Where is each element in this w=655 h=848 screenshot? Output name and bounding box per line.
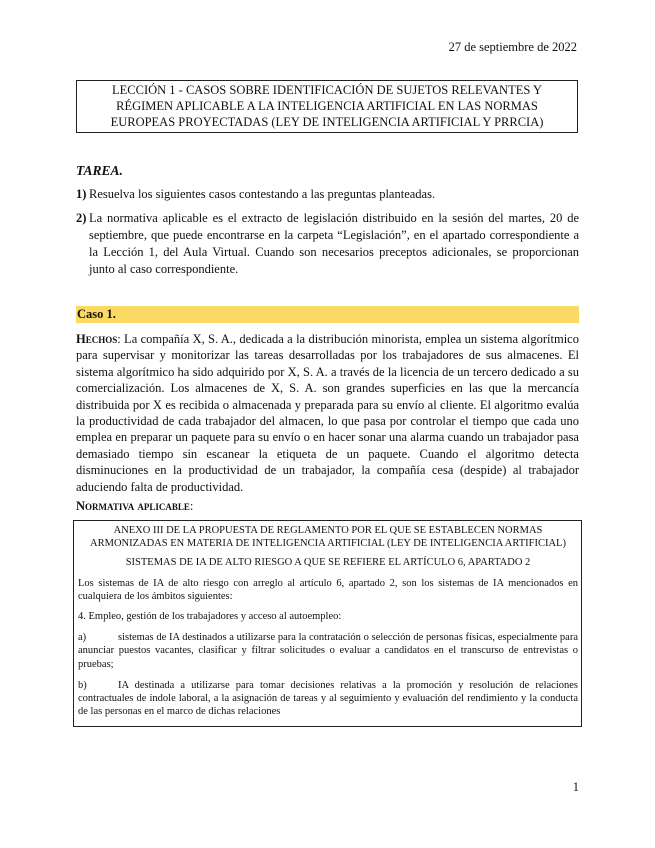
applicable-law-colon: : [189, 499, 194, 513]
task-heading: TAREA. [76, 163, 123, 178]
annex-item-text: sistemas de IA destinados a utilizarse para la contratación o selección de personas físicas, especialmente para anunciar puestos vacantes, clasificar y filtrar solicitudes o evaluar a candidatos en el transcurso de entrevistas o pruebas; [78, 632, 578, 670]
applicable-law-label: Normativa aplicable [76, 499, 190, 513]
task-item-text: Resuelva los siguientes casos contestando a las preguntas planteadas. [89, 187, 436, 201]
task-item-number: 1) [76, 187, 87, 201]
annex-item-b [78, 679, 578, 719]
annex-intro: Los sistemas de IA de alto riesgo con arreglo al artículo 6, apartado 2, son los sistemas de IA mencionados en cualquiera de los ámbitos siguientes: [78, 577, 578, 602]
lesson-title: LECCIÓN 1 - CASOS SOBRE IDENTIFICACIÓN DE SUJETOS RELEVANTES Y RÉGIMEN APLICABLE A LA INTELIGENCIA ARTIFICIAL EN LAS NORMAS EUROPEAS PROYECTADAS (LEY DE INTELIGENCIA ARTIFICIAL Y PRRCIA) [76, 80, 578, 133]
annex-title: ANEXO III DE LA PROPUESTA DE REGLAMENTO POR EL QUE SE ESTABLECEN NORMAS ARMONIZADAS EN MATERIA DE INTELIGENCIA ARTIFICIAL (LEY DE INTELIGENCIA ARTIFICIAL) [90, 525, 566, 550]
facts-label: Hechos [76, 332, 118, 346]
annex-subtitle: SISTEMAS DE IA DE ALTO RIESGO A QUE SE REFIERE EL ARTÍCULO 6, APARTADO 2 [125, 557, 531, 569]
annex-item-label: b) [78, 679, 87, 691]
document-date: 27 de septiembre de 2022 [448, 40, 577, 54]
task-item-2 [76, 210, 579, 278]
annex-section: 4. Empleo, gestión de los trabajadores y acceso al autoempleo: [78, 611, 342, 623]
applicable-law-heading [76, 499, 193, 514]
task-item-text: La normativa aplicable es el extracto de legislación distribuido en la sesión del martes, 20 de septiembre, que puede encontrarse en la carpeta “Legislación”, en el apartado correspondiente a la Lección 1, del Aula Virtual. Cuando son necesarios preceptos adicionales, se proporcionan junto al caso correspondiente. [89, 211, 579, 276]
annex-item-a [78, 631, 578, 671]
annex-item-label: a) [78, 632, 87, 644]
facts-text: : La compañía X, S. A., dedicada a la distribución minorista, emplea un sistema algorítmico para supervisar y monitorizar las tareas desarrolladas por los trabajadores de sus almacenes. El sistema algorítmico ha sido adquirido por X, S. A. a través de la licencia de un tercero dedicado a su comercialización. Los almacenes de X, S. A. son grandes superficies en las que la mercancía distribuida por X es recibida o almacenada y preparada para su envío al cliente. El algoritmo evalúa la productividad de cada trabajador del almacen, lo que pasa por controlar el tiempo que cada uno emplea en preparar un paquete para su envío o en hacer sonar una alarma cuando un trabajador pasa demasiado tiempo sin escanear la etiqueta de un paquete. Cuando el algoritmo detecta disminuciones en la productividad de un trabajador, la compañía cesa (despide) al trabajador aduciendo falta de productividad. [76, 332, 579, 494]
case-facts [76, 331, 579, 495]
task-item-1 [76, 186, 579, 203]
task-item-number: 2) [76, 211, 87, 225]
page-number: 1 [572, 780, 579, 794]
case-heading: Caso 1. [76, 306, 579, 323]
annex-excerpt [73, 520, 582, 727]
annex-item-text: IA destinada a utilizarse para tomar decisiones relativas a la promoción y resolución de relaciones contractuales de índole laboral, a la asignación de tareas y al seguimiento y evaluación del rendimiento y la conducta de las personas en el marco de dichas relaciones [78, 679, 578, 718]
